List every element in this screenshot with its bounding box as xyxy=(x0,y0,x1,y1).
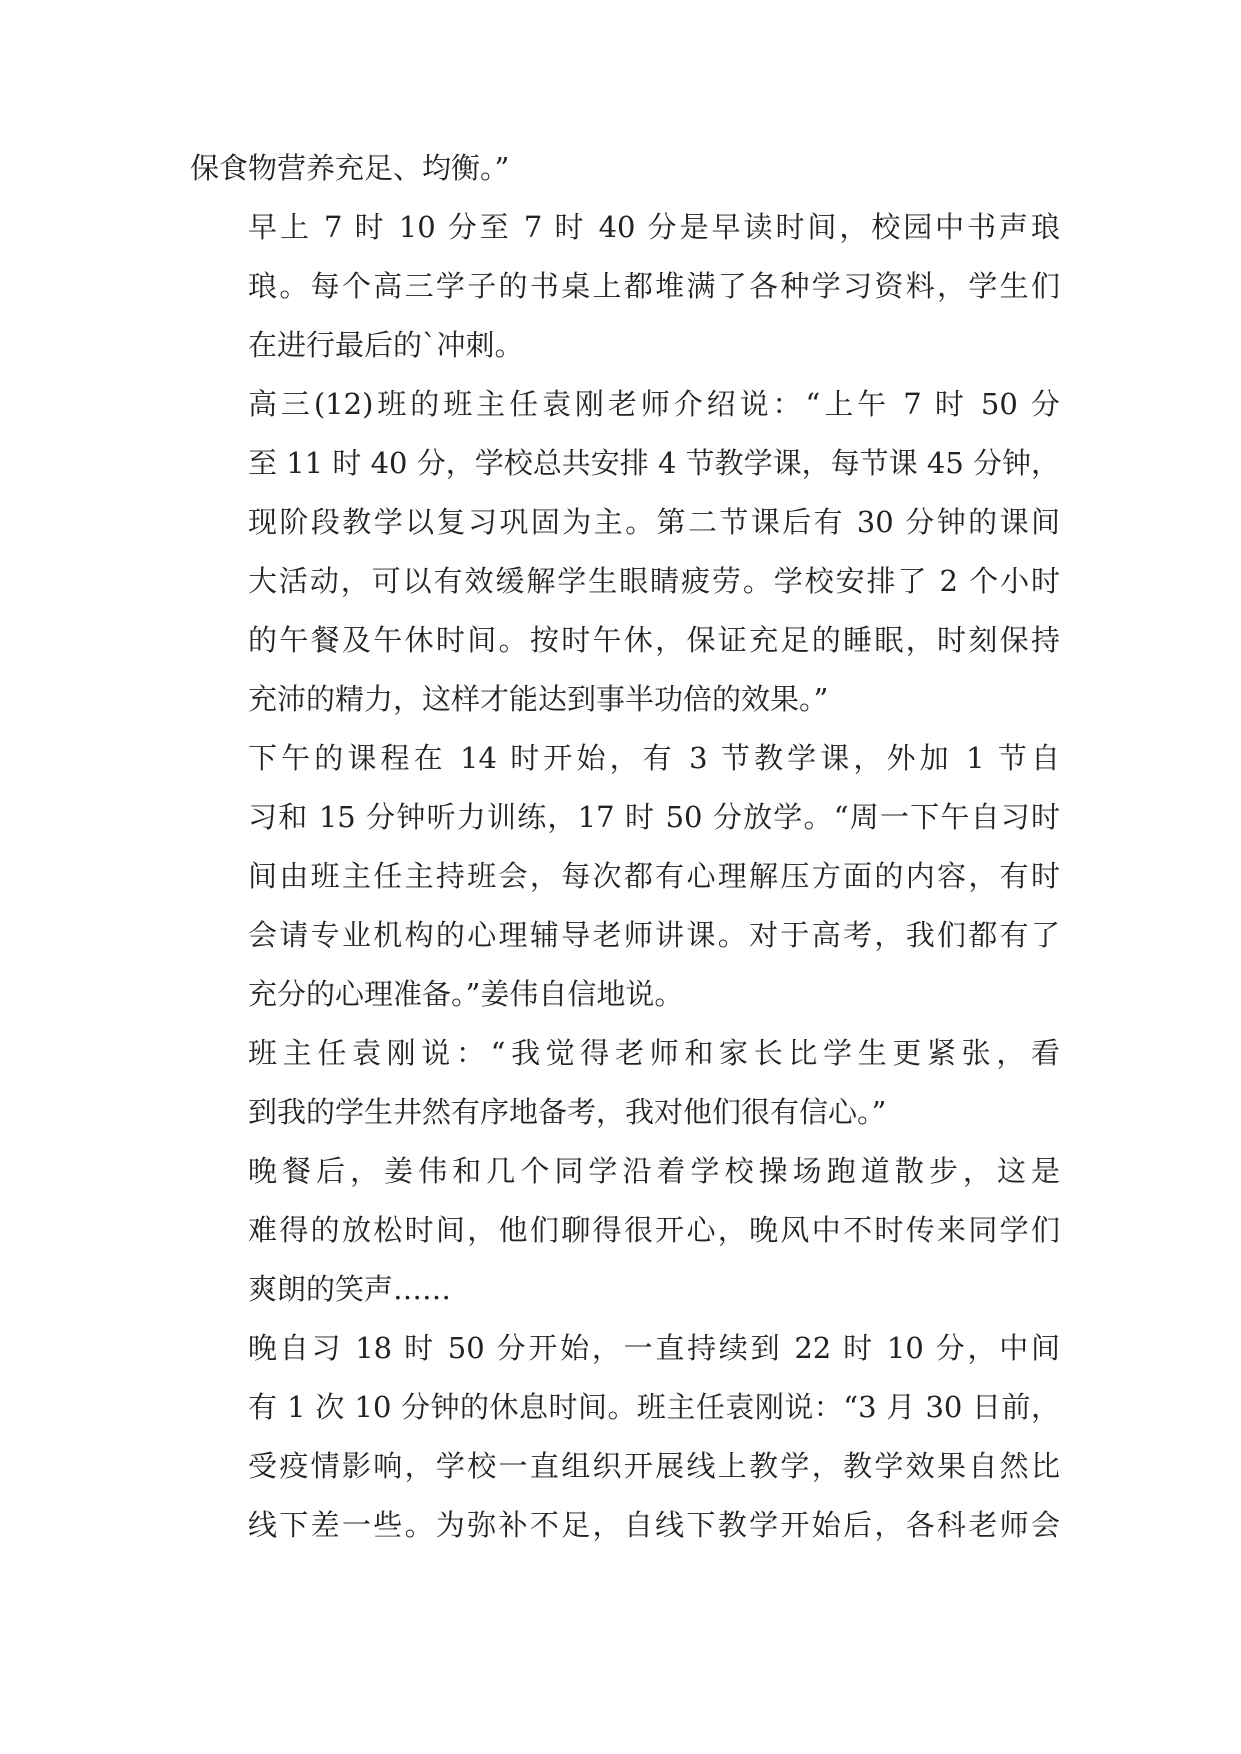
text-line: 线下差一些。为弥补不足，自线下教学开始后，各科老师会 xyxy=(248,1508,1060,1542)
text-line: 受疫情影响，学校一直组织开展线上教学，教学效果自然比 xyxy=(248,1449,1060,1483)
text-line: 有 1 次 10 分钟的休息时间。班主任袁刚说：“3 月 30 日前， xyxy=(248,1390,1060,1424)
paragraph xyxy=(190,1319,1060,1555)
paragraph xyxy=(190,729,1060,1024)
text-line: 晚自习 18 时 50 分开始，一直持续到 22 时 10 分，中间 xyxy=(248,1331,1060,1365)
text-line: 会请专业机构的心理辅导老师讲课。对于高考，我们都有了 xyxy=(248,918,1060,952)
paragraph xyxy=(190,139,1060,198)
text-line: 至 11 时 40 分，学校总共安排 4 节教学课，每节课 45 分钟， xyxy=(248,446,1060,480)
text-line: 下午的课程在 14 时开始，有 3 节教学课，外加 1 节自 xyxy=(248,741,1060,775)
text-line: 爽朗的笑声…… xyxy=(248,1272,452,1306)
text-line: 琅。每个高三学子的书桌上都堆满了各种学习资料，学生们 xyxy=(248,269,1060,303)
paragraph xyxy=(190,198,1060,375)
text-line: 充沛的精力，这样才能达到事半功倍的效果。” xyxy=(248,682,829,716)
text-line: 晚餐后，姜伟和几个同学沿着学校操场跑道散步，这是 xyxy=(248,1154,1060,1188)
text-line: 大活动，可以有效缓解学生眼睛疲劳。学校安排了 2 个小时 xyxy=(248,564,1060,598)
text-line: 保食物营养充足、均衡。” xyxy=(190,151,510,185)
text-line: 高三(12)班的班主任袁刚老师介绍说：“上午 7 时 50 分 xyxy=(248,387,1060,421)
text-line: 早上 7 时 10 分至 7 时 40 分是早读时间，校园中书声琅 xyxy=(248,210,1060,244)
text-line: 难得的放松时间，他们聊得很开心，晚风中不时传来同学们 xyxy=(248,1213,1060,1247)
text-line: 到我的学生井然有序地备考，我对他们很有信心。” xyxy=(248,1095,887,1129)
text-line: 在进行最后的`冲刺。 xyxy=(248,328,524,362)
paragraph xyxy=(190,375,1060,729)
text-line: 的午餐及午休时间。按时午休，保证充足的睡眠，时刻保持 xyxy=(248,623,1060,657)
text-line: 间由班主任主持班会，每次都有心理解压方面的内容，有时 xyxy=(248,859,1060,893)
paragraph xyxy=(190,1024,1060,1142)
article-body xyxy=(190,139,1060,1555)
text-line: 班主任袁刚说：“我觉得老师和家长比学生更紧张，看 xyxy=(248,1036,1060,1070)
text-line: 习和 15 分钟听力训练，17 时 50 分放学。“周一下午自习时 xyxy=(248,800,1060,834)
text-line: 现阶段教学以复习巩固为主。第二节课后有 30 分钟的课间 xyxy=(248,505,1060,539)
text-line: 充分的心理准备。”姜伟自信地说。 xyxy=(248,977,684,1011)
paragraph xyxy=(190,1142,1060,1319)
